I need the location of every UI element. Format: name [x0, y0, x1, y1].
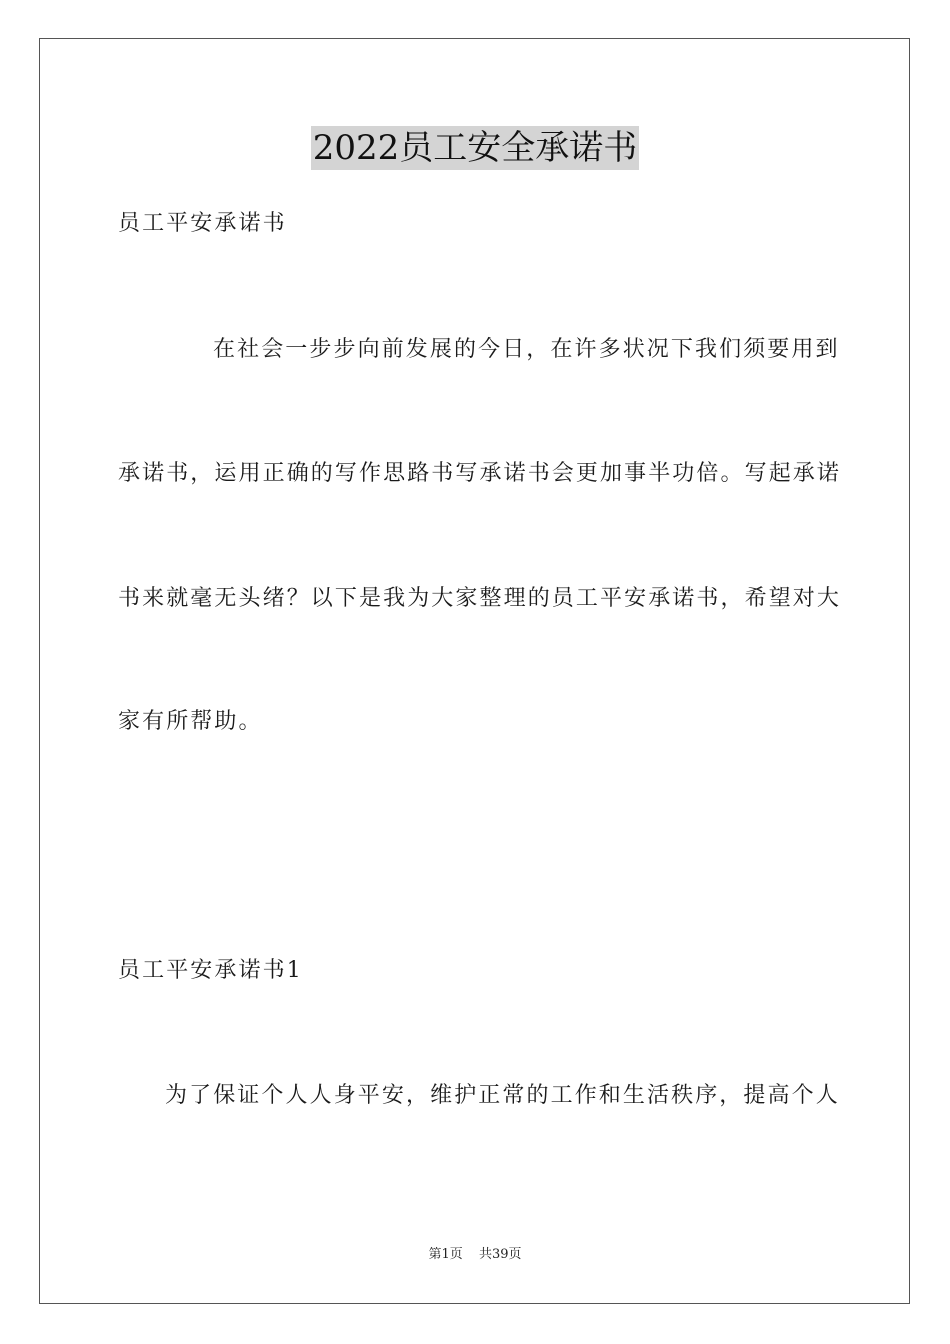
paragraph-line: 书来就毫无头绪？以下是我为大家整理的员工平安承诺书，希望对大 [118, 586, 842, 611]
paragraph-line: 在社会一步步向前发展的今日，在许多状况下我们须要用到 [213, 337, 840, 362]
page-footer [0, 1246, 950, 1264]
document-title: 2022员工安全承诺书 [312, 128, 638, 168]
paragraph-line: 为了保证个人人身平安，维护正常的工作和生活秩序，提高个人 [165, 1083, 840, 1108]
page-number: 第1页 [428, 1247, 463, 1262]
paragraph-line: 承诺书，运用正确的写作思路书写承诺书会更加事半功倍。写起承诺 [118, 461, 842, 486]
paragraph-line: 家有所帮助。 [118, 709, 263, 734]
section-heading: 员工平安承诺书 [118, 211, 287, 236]
page-total: 共39页 [478, 1247, 522, 1262]
section-heading: 员工平安承诺书1 [118, 958, 303, 983]
title-container [0, 126, 950, 170]
